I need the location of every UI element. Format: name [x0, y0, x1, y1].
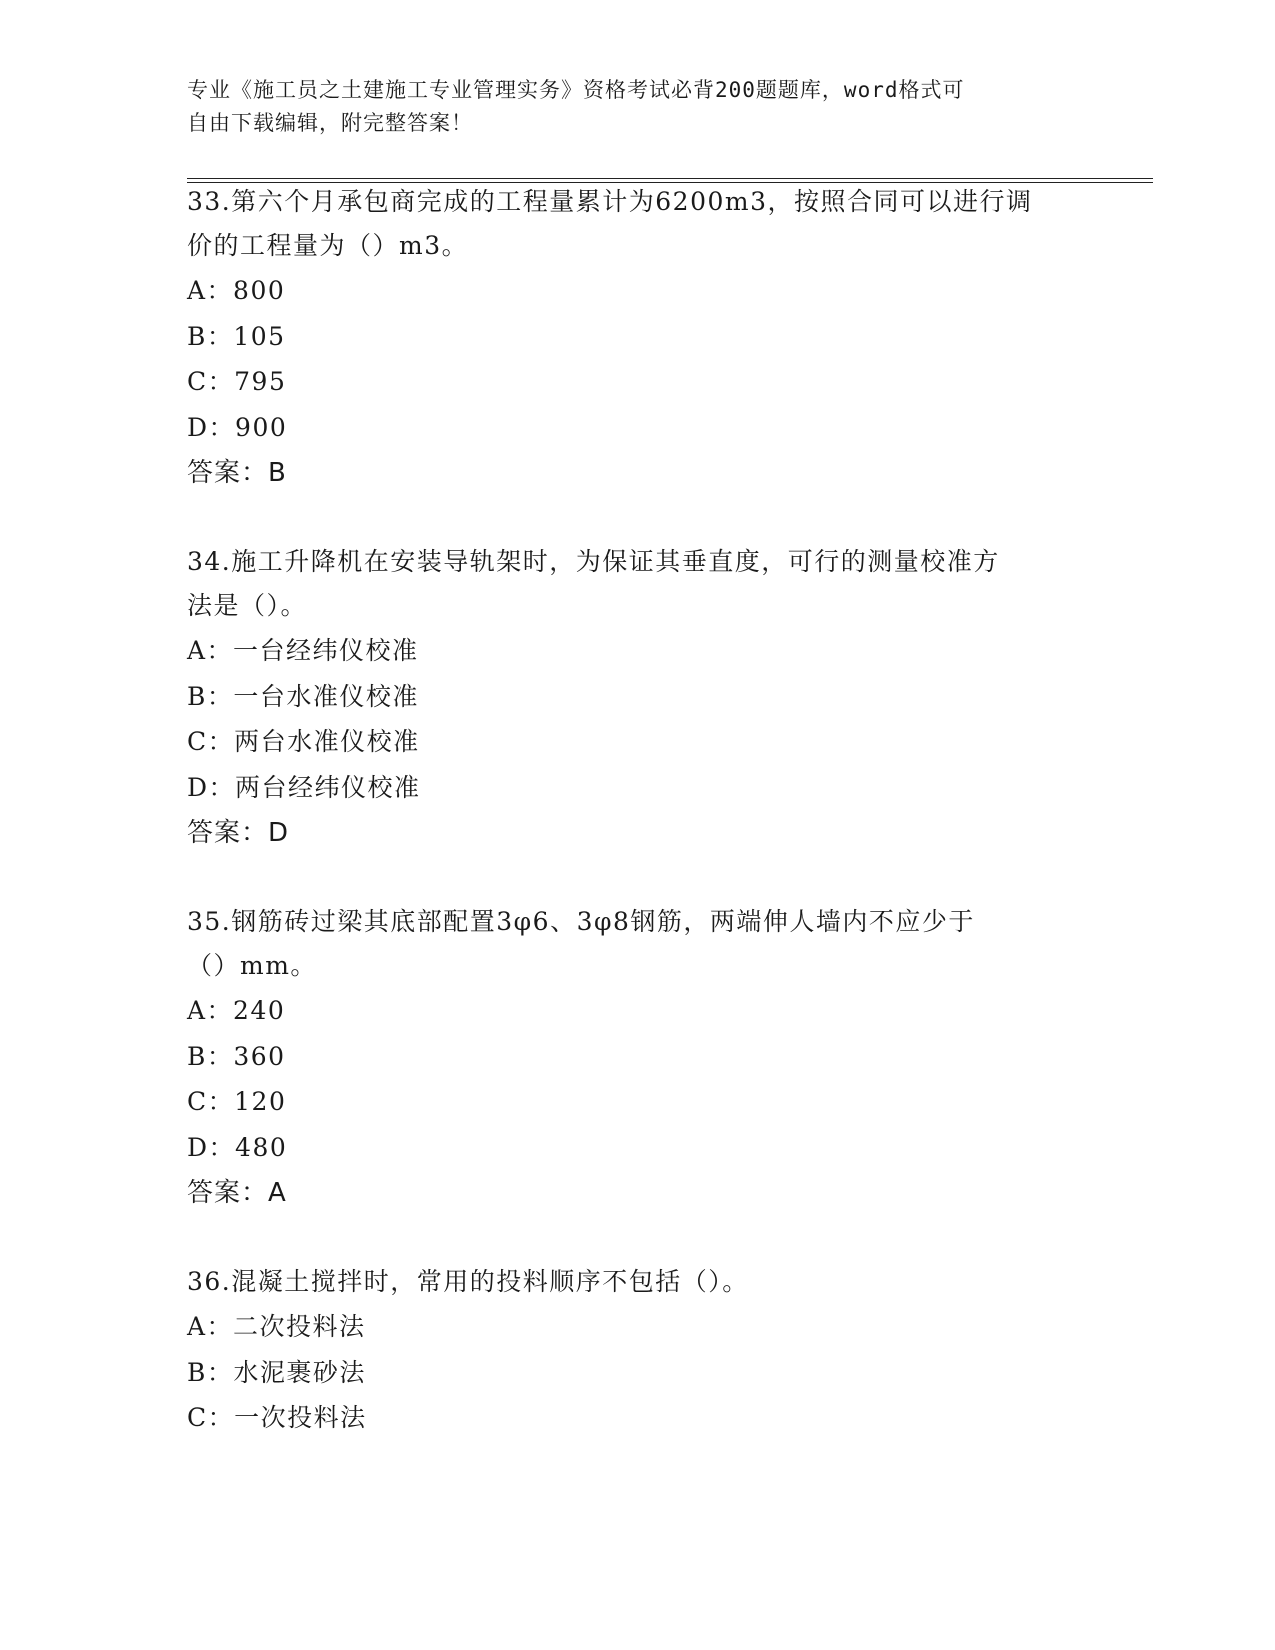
question-stem-continued: 价的工程量为（）m3。 [187, 231, 469, 260]
option-d: D：480 [187, 1132, 288, 1162]
header-line-1: 专业《施工员之土建施工专业管理实务》资格考试必背200题题库，word格式可 [187, 78, 965, 102]
question-35 [187, 900, 1087, 1216]
option-b: B：水泥裹砂法 [187, 1357, 366, 1387]
answer-label: 答案：D [187, 818, 290, 848]
option-d: D：两台经纬仪校准 [187, 772, 421, 802]
answer-label: 答案：B [187, 458, 287, 488]
option-a: A：一台经纬仪校准 [187, 636, 419, 665]
question-stem: 34.施工升降机在安装导轨架时，为保证其垂直度，可行的测量校准方 [187, 547, 1000, 576]
option-c: C：两台水准仪校准 [187, 727, 420, 756]
option-b: B：360 [187, 1041, 286, 1071]
question-36 [187, 1260, 1087, 1441]
option-a: A：二次投料法 [187, 1312, 366, 1341]
option-b: B：一台水准仪校准 [187, 681, 419, 711]
option-c: C：120 [187, 1087, 287, 1116]
question-stem: 36.混凝土搅拌时，常用的投料顺序不包括（）。 [187, 1267, 749, 1296]
option-b: B：105 [187, 321, 286, 351]
question-33 [187, 180, 1087, 496]
question-stem-continued: （）mm。 [187, 951, 317, 980]
question-stem-continued: 法是（）。 [187, 591, 308, 620]
answer-label: 答案：A [187, 1178, 287, 1208]
header-line-2: 自由下载编辑，附完整答案！ [187, 111, 473, 135]
question-stem: 35.钢筋砖过梁其底部配置3φ6、3φ8钢筋，两端伸人墙内不应少于 [187, 907, 975, 936]
question-34 [187, 540, 1087, 856]
option-c: C：一次投料法 [187, 1403, 367, 1432]
option-a: A：240 [187, 996, 286, 1025]
question-stem: 33.第六个月承包商完成的工程量累计为6200m3，按照合同可以进行调 [187, 187, 1033, 216]
option-c: C：795 [187, 367, 287, 396]
option-a: A：800 [187, 276, 286, 305]
option-d: D：900 [187, 412, 288, 442]
document-header [187, 74, 1067, 140]
